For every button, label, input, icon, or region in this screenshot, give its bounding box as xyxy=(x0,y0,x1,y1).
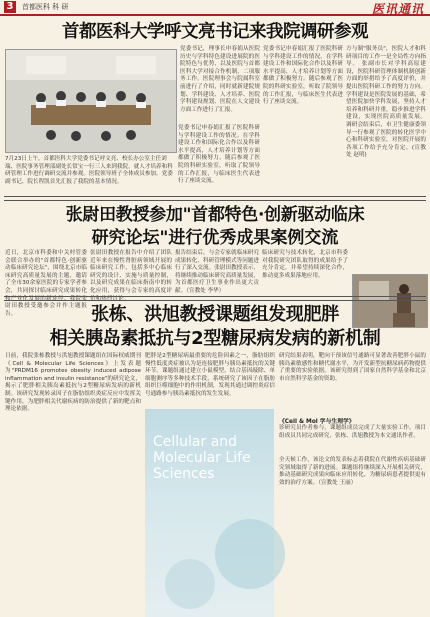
journal-cover xyxy=(145,409,274,617)
article3-subhead: 《Cell & Mol 学与生理学》 xyxy=(279,419,355,425)
cover-circle-decoration xyxy=(215,519,285,589)
cover-circle-decoration-2 xyxy=(165,559,215,609)
masthead: 医讯通讯 xyxy=(371,2,424,16)
article3-col3: 研究结果表明，靶向干预该信号通路可显著改善肥胖小鼠的胰岛素敏感性和糖代谢水平，为开发新型抗糖尿病药物提供了重要的实验依据。该研究得到了国家自然科学基金和北京市自然科学基金的资助。 xyxy=(279,353,426,382)
page-header xyxy=(0,0,430,16)
article3-col1: 日前，我院张栋教授与洪旭教授课题组在国际权威期刊《Cell & Molecular Life Sciences》上发表题为"PRDM16 promotes obesity induced adipose inflammation and insulin resistance"的研究论文，揭示了肥胖相关胰岛素抵抗与2型糖尿病发病的新机制。该研究发现转录因子在脂肪组织炎症反应中发挥关键作用，为肥胖相关代谢疾病的防治提供了新的靶点和理论依据。 xyxy=(5,353,141,413)
article2-title-line2: 研究论坛"进行优秀成果案例交流 xyxy=(91,228,339,248)
article3-col4b: 全天候工作，该论文的发表标志着我院在代谢性疾病基础研究领域取得了新的进展。课题组将继续深入开展相关研究，推动基础研究成果向临床应用转化，为糖尿病患者提供更有效的治疗方案。（宣教处 王丽） xyxy=(279,457,426,486)
article1-col4: 方与制"服务员"，医院人才和科研项目的工作一是全局性方向指导。 张副市长对学科高原建设，医院科研管理体制机制创新方面的举措给予了高度评价，并提出医院科研工作的努力方向。 学科建设是医院发展的基础，希望医院加快学科发展，坚持人才培养和科研并重，稳步推进学科建设，实现医院高质量发展。 调研会结束后，市卫生健康委领导一行参观了医院的转化医学中心和科研实验室，对医院开展的各项工作给予充分肯定。(宣教处 赵明) xyxy=(346,46,426,159)
page-number: 3 xyxy=(4,1,16,13)
section-label: 首都医科 科 研 xyxy=(22,3,69,11)
article3-title-line2: 相关胰岛素抵抗与2型糖尿病发病的新机制 xyxy=(49,328,381,349)
article3-col4a: 诊研究员作者参与，课题组成员完成了大量实验工作，项目组成员共同完成研究，张栋、洪旭教授为本文通讯作者。 xyxy=(279,425,426,439)
article3-col2: 肥胖是2型糖尿病最重要的危险因素之一，脂肪组织慢性低度炎症被认为是连接肥胖与胰岛素抵抗的关键环节。课题组通过建立小鼠模型，结合基因敲除、单细胞测序等多种技术手段，系统研究了该因子在脂肪组织巨噬细胞中的作用机制，发现其通过调控炎症信号通路参与胰岛素抵抗的发生发展。 xyxy=(145,353,275,397)
article2-col1: 近日，北京市科委和中关村管委会联合举办的"首都特色·创新驱动临床研究论坛"，围绕北京市临床研究高质量发展的主题，邀请了全市30余家医院的专家学者参会，共同探讨临床研究成果转化和产业化发展的新途径。我院张尉田教授受邀参会并作主题报告。 xyxy=(5,250,87,317)
article1-col2: 党委书记，理事长申春娟从医院历史与学科特色建设进展院的医院特色与优势，以及医院与首都医科大学对接合作机制，二项服务工作，医院理事会与院属科室前进行了介绍，同时就新建院规划、学科建设、人才培养、医院学科建设规划、医院在人文建设方面工作进行了汇报。 xyxy=(180,46,260,113)
article1-photo xyxy=(5,49,177,153)
article3-title-line1: 张栋、洪旭教授课题组发现肥胖 xyxy=(91,304,339,325)
article1-col3: 党委书记申春娟汇报了医院科研与学科建设工作的情况。在学科建设工作和国际化合作以及科研水平提高，人才培养计划等方面都做了积极努力。随后参观了医院的科研实验室，听取了院领导的工作汇报，与临床医生代表进行了座谈交流。 xyxy=(178,125,260,185)
journal-title: Cellular and Molecular Life Sciences xyxy=(153,434,251,482)
article2-col2: 张尉田教授在报告中介绍了团队近年来在慢性肾脏病领域开展的临床研究工作，包括多中心临床研究的设计、实施与质量控制，以及研究成果在临床指南中的转化应用，获得与会专家的高度评价和热烈讨论。 xyxy=(90,250,172,302)
article2-col4: 临床研究与技术转化，北京市科委对我院研究团队取得的成果给予了充分肯定，并希望持续深化合作，推动更多成果落地应用。 xyxy=(262,250,348,279)
article2-col3: 报告结束后，与会专家就临床研究成果转化、科研管理模式等问题进行了深入交流。张尉田教授表示，将继续推动临床研究高质量发展，为首都医疗卫生事业作出更大贡献。（宣教处 李华） xyxy=(175,250,259,294)
article1-title: 首都医科大学呼文亮书记来我院调研参观 xyxy=(62,22,368,42)
article1-col3b: 党委书记申春娟汇报了医院科研与学科建设工作的情况。在学科建设工作和国际化合作以及科研水平提高，人才培养计划等方面都做了积极努力。随后参观了医院的科研实验室，听取了院领导的工作汇报，与临床医生代表进行了座谈交流。 xyxy=(263,46,343,106)
meeting-photo-icon xyxy=(6,50,176,152)
article1-caption: 7月23日上午，首都医科大学党委书记呼文亮、校长办公室主任刘瑞、医院事务管理部副处长常宝一行三人来到我院，就人才培养和科研管理工作进行调研交流并参观。医院领导班子全体成员参加。党委副书记、院长程凯首先汇报了我院的基本情况。 xyxy=(5,156,173,185)
article2-title-line1: 张尉田教授参加"首都特色·创新驱动临床 xyxy=(65,205,365,225)
